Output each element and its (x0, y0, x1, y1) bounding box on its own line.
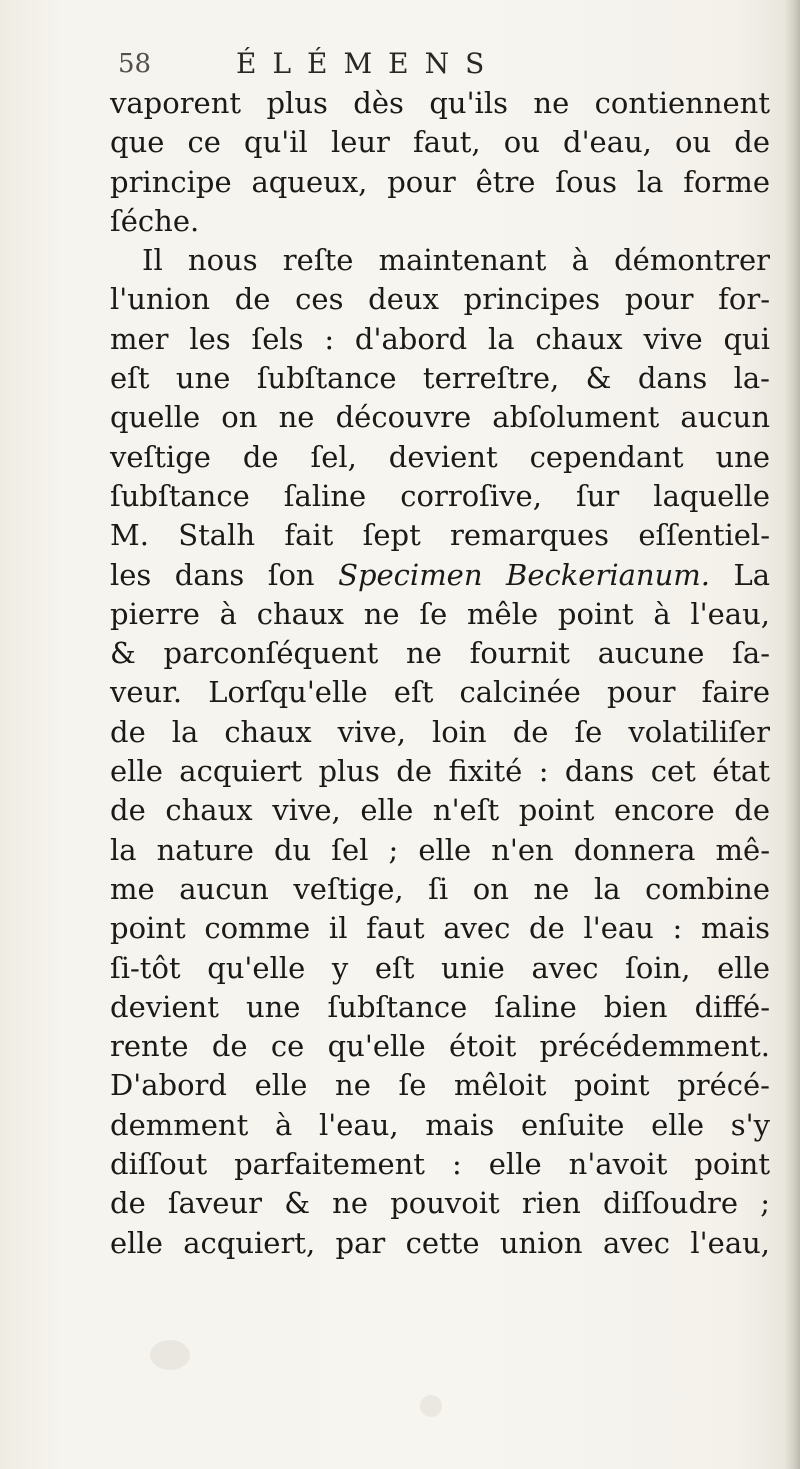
text-line: de la chaux vive, loin de ſe volatiliſer (110, 714, 770, 749)
paper-stain (150, 1340, 190, 1370)
text-line: que ce qu'il leur faut, ou d'eau, ou de (110, 125, 770, 160)
text-line: de ſaveur & ne pouvoit rien diſſoudre ; (110, 1186, 770, 1221)
text-line: M. Stalh fait ſept remarques eſſentiel- (110, 518, 770, 553)
text-line: D'abord elle ne ſe mêloit point précé- (110, 1068, 770, 1103)
text-line: de chaux vive, elle n'eſt point encore de (110, 793, 770, 828)
text-line: veur. Lorſqu'elle eſt calcinée pour faire (110, 675, 770, 710)
page-header (118, 44, 678, 84)
text-line: rente de ce qu'elle étoit précédemment. (110, 1029, 770, 1064)
page-number: 58 (118, 49, 152, 79)
text-line: ſéche. (110, 203, 200, 238)
text-line: eſt une ſubſtance terreſtre, & dans la- (110, 361, 770, 396)
text-segment: La (709, 557, 771, 592)
text-line: principe aqueux, pour être ſous la forme (110, 164, 770, 199)
text-line: me aucun veſtige, ſi on ne la combine (110, 871, 770, 906)
body-text (110, 84, 770, 1263)
text-line: ſubſtance ſaline corroſive, ſur laquelle (110, 478, 770, 513)
text-line: pierre à chaux ne ſe mêle point à l'eau, (110, 596, 770, 631)
text-line: devient une ſubſtance ſaline bien diffé- (110, 989, 770, 1024)
text-line: Il nous reſte maintenant à démontrer (142, 243, 770, 278)
text-line: & parconſéquent ne fournit aucune ſa- (110, 636, 770, 671)
text-line: quelle on ne découvre abſolument aucun (110, 400, 770, 435)
text-line: elle acquiert plus de fixité : dans cet état (110, 754, 770, 789)
text-line: veſtige de ſel, devient cependant une (110, 439, 770, 474)
text-line: ſi-tôt qu'elle y eſt unie avec ſoin, elle (110, 950, 770, 985)
text-line: demment à l'eau, mais enſuite elle s'y (110, 1107, 770, 1142)
text-line: vaporent plus dès qu'ils ne contiennent (110, 86, 770, 120)
text-line: mer les ſels : d'abord la chaux vive qui (110, 321, 770, 356)
text-line: elle acquiert, par cette union avec l'eau, (110, 1225, 770, 1260)
text-line: la nature du ſel ; elle n'en donnera mê- (110, 832, 770, 867)
text-segment: les dans ſon (110, 557, 339, 592)
text-line: l'union de ces deux principes pour for- (110, 282, 770, 317)
book-title-citation: Specimen Beckerianum. (338, 557, 710, 592)
page-edge-shadow (784, 0, 800, 1469)
paper-stain (420, 1395, 442, 1417)
text-line-with-citation (110, 556, 770, 595)
text-line: point comme il faut avec de l'eau : mais (110, 911, 770, 946)
text-line: diſſout parfaitement : elle n'avoit point (110, 1147, 770, 1182)
running-title: ÉLÉMENS (236, 47, 501, 80)
